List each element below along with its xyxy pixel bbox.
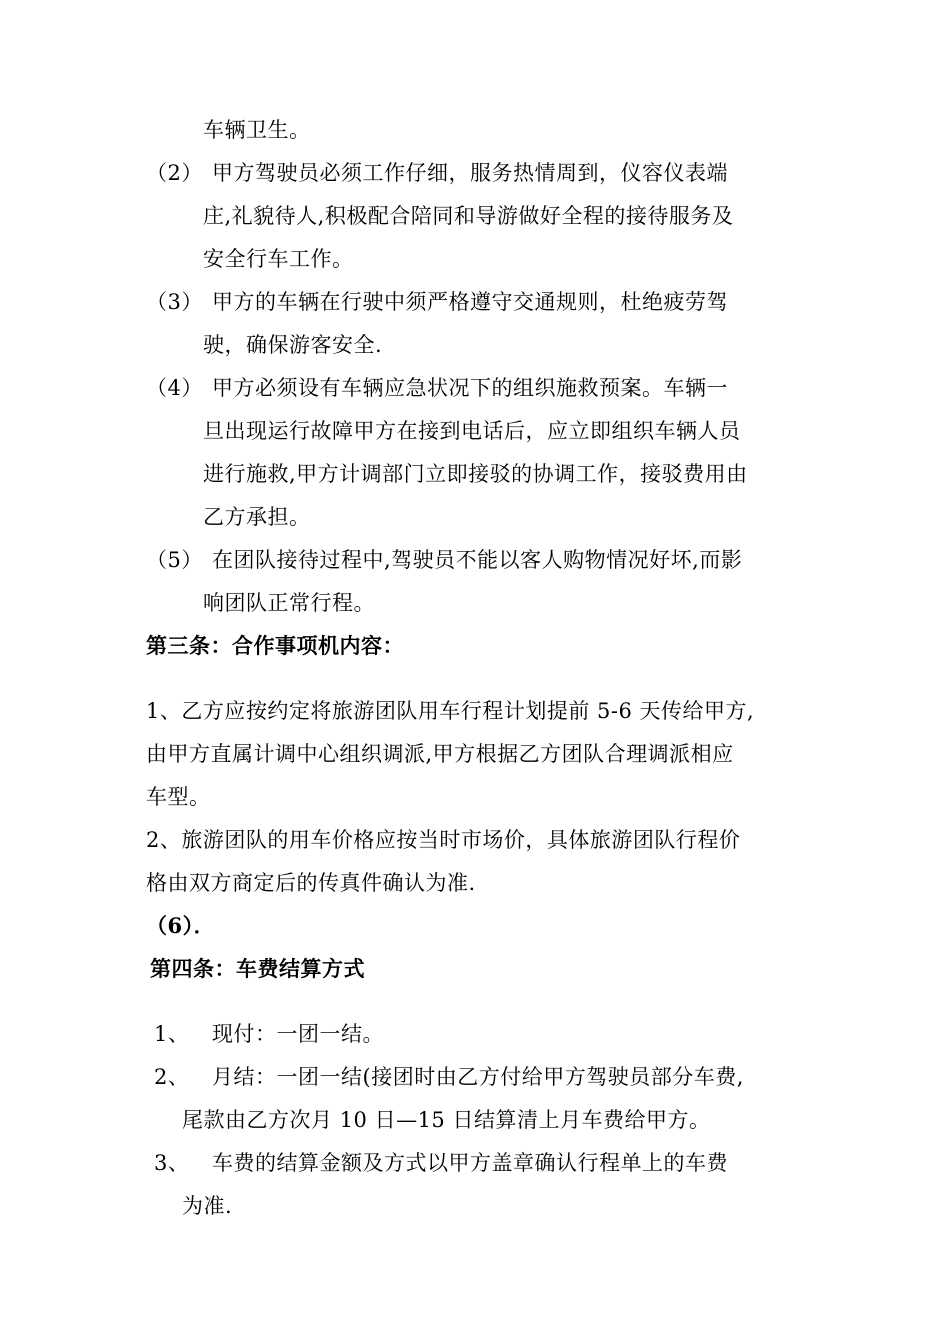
- item-4-line-1: 甲方必须设有车辆应急状况下的组织施救预案。车辆一: [212, 376, 728, 400]
- section-3-para-2-line-1: 2、旅游团队的用车价格应按当时市场价，具体旅游团队行程价: [146, 828, 741, 852]
- item-2-line-1: 甲方驾驶员必须工作仔细，服务热情周到，仪容仪表端: [212, 161, 728, 185]
- item-2-line-3: 安全行车工作。: [203, 247, 354, 271]
- item-4-number: （4）: [146, 376, 203, 400]
- item-3-line-1: 甲方的车辆在行驶中须严格遵守交通规则，杜绝疲劳驾: [212, 290, 728, 314]
- payment-1-line-1: 现付：一团一结。: [212, 1022, 384, 1046]
- item-2-line-2: 庄,礼貌待人,积极配合陪同和导游做好全程的接待服务及: [203, 204, 734, 228]
- payment-2-number: 2、: [154, 1065, 190, 1089]
- payment-2-line-2: 尾款由乙方次月 10 日—15 日结算清上月车费给甲方。: [182, 1108, 711, 1132]
- item-6: （6）．: [146, 913, 216, 938]
- item-4-line-4: 乙方承担。: [203, 505, 311, 529]
- payment-1-number: 1、: [154, 1022, 190, 1046]
- payment-3-line-1: 车费的结算金额及方式以甲方盖章确认行程单上的车费: [212, 1151, 728, 1175]
- payment-3-line-2: 为准.: [182, 1194, 233, 1218]
- payment-2-line-1: 月结：一团一结(接团时由乙方付给甲方驾驶员部分车费,: [212, 1065, 744, 1089]
- section-3-title: 第三条：合作事项机内容：: [146, 633, 404, 658]
- section-3-para-1-line-1: 1、乙方应按约定将旅游团队用车行程计划提前 5-6 天传给甲方,: [146, 699, 755, 723]
- section-4-title: 第四条：车费结算方式: [150, 956, 365, 981]
- section-3-para-1-line-2: 由甲方直属计调中心组织调派,甲方根据乙方团队合理调派相应: [146, 742, 734, 766]
- item-5-number: （5）: [146, 548, 203, 572]
- item-5-line-2: 响团队正常行程。: [203, 591, 375, 615]
- item-4-line-3: 进行施救,甲方计调部门立即接驳的协调工作，接驳费用由: [203, 462, 748, 486]
- item-4-line-2: 旦出现运行故障甲方在接到电话后，应立即组织车辆人员: [203, 419, 741, 443]
- section-3-para-2-line-2: 格由双方商定后的传真件确认为准.: [146, 871, 476, 895]
- item-5-line-1: 在团队接待过程中,驾驶员不能以客人购物情况好坏,而影: [212, 548, 743, 572]
- item-3-number: （3）: [146, 290, 203, 314]
- section-3-para-1-line-3: 车型。: [146, 785, 211, 809]
- item-1-continuation: 车辆卫生。: [203, 118, 311, 142]
- item-3-line-2: 驶，确保游客安全.: [203, 333, 383, 357]
- item-2-number: （2）: [146, 161, 203, 185]
- payment-3-number: 3、: [154, 1151, 190, 1175]
